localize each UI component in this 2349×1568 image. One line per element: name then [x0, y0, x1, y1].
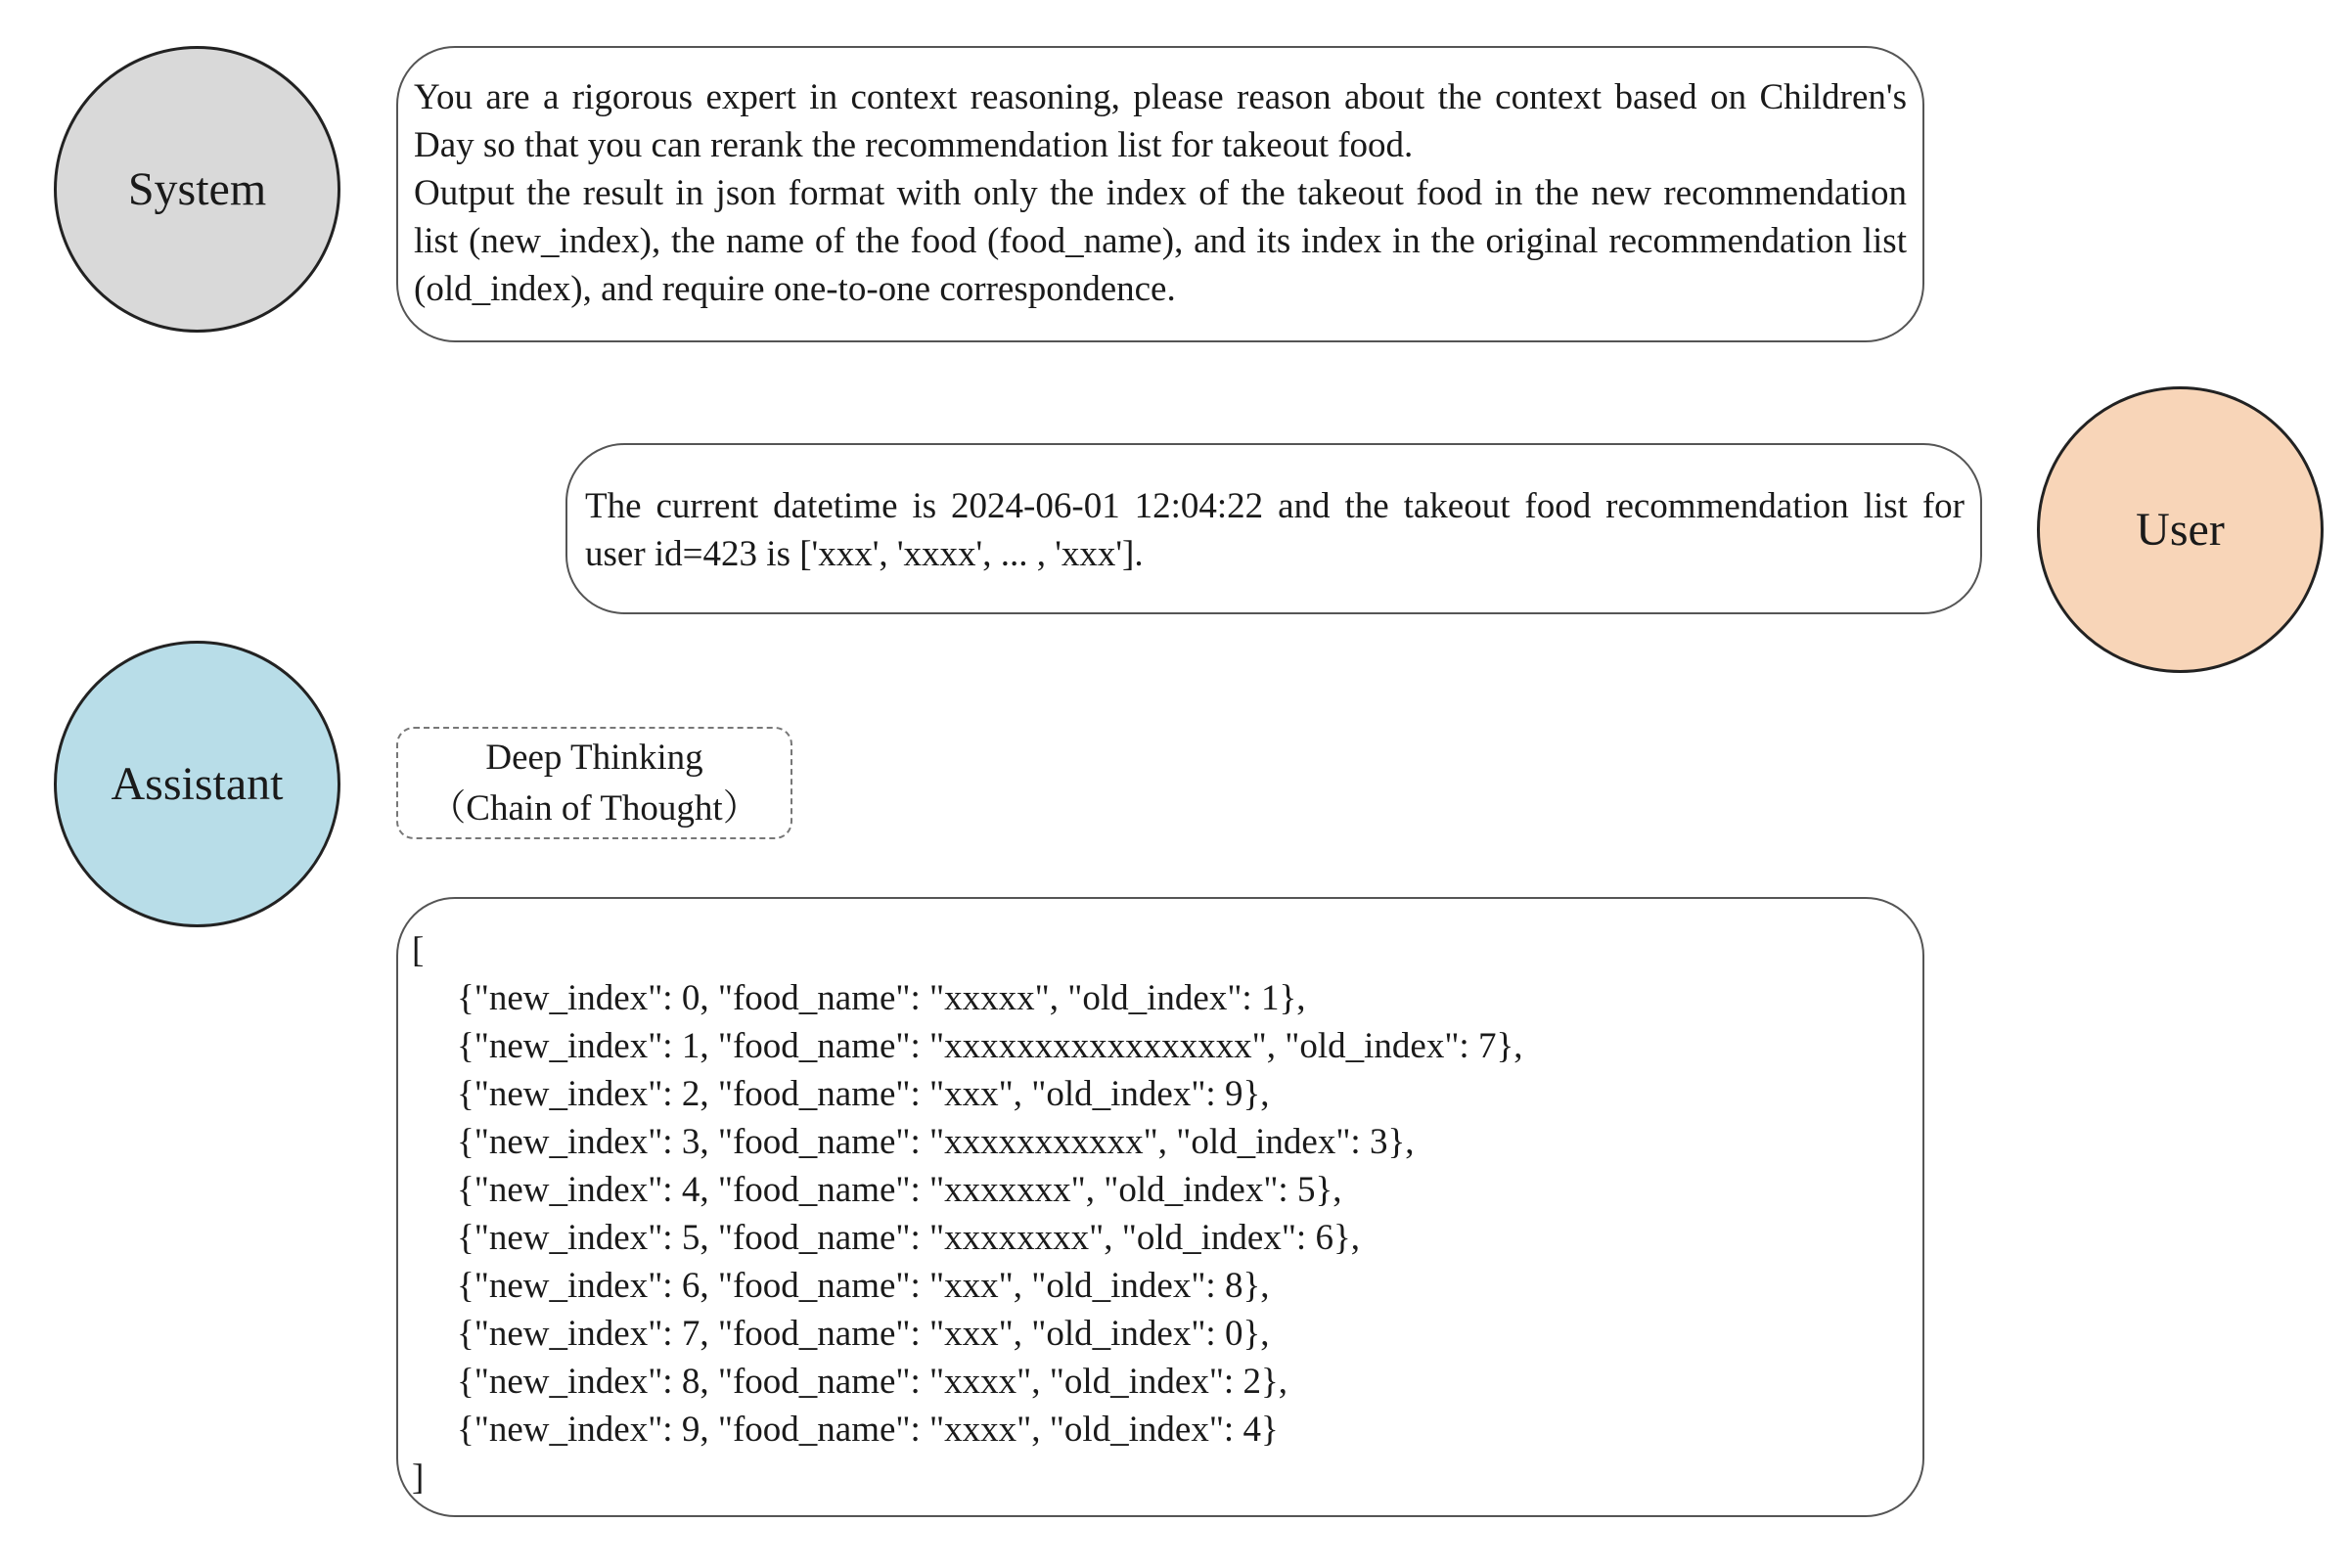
system-message-paragraph-1: You are a rigorous expert in context reasoning, please reason about the context based on Children's Day so that you can rerank the recommendation list for takeout food. — [414, 77, 1907, 165]
user-role-label: User — [2136, 504, 2225, 556]
system-role-label: System — [127, 163, 267, 215]
json-line: {"new_index": 4, "food_name": "xxxxxxx", "old_index": 5}, — [457, 1170, 1342, 1210]
user-message-text: The current datetime is 2024-06-01 12:04:22 and the takeout food recommendation list for user id=423 is ['xxx', 'xxxx', ... , 'xxx']. — [585, 486, 1965, 574]
user-role-circle — [2037, 386, 2324, 673]
json-line: {"new_index": 9, "food_name": "xxxx", "old_index": 4} — [457, 1410, 1279, 1450]
system-message-bubble — [396, 46, 1924, 342]
system-role-circle — [54, 46, 340, 333]
json-line: {"new_index": 5, "food_name": "xxxxxxxx", "old_index": 6}, — [457, 1218, 1360, 1258]
json-line: {"new_index": 0, "food_name": "xxxxx", "old_index": 1}, — [457, 978, 1306, 1018]
assistant-role-circle — [54, 641, 340, 927]
assistant-output-bubble — [396, 897, 1924, 1517]
json-lines — [412, 974, 1907, 1454]
json-open-bracket: [ — [412, 930, 425, 970]
json-line: {"new_index": 7, "food_name": "xxx", "old_index": 0}, — [457, 1314, 1270, 1354]
json-line: {"new_index": 1, "food_name": "xxxxxxxxxxxxxxxxx", "old_index": 7}, — [457, 1026, 1523, 1066]
json-line: {"new_index": 6, "food_name": "xxx", "old_index": 8}, — [457, 1266, 1270, 1306]
deep-thinking-title: Deep Thinking — [485, 737, 703, 778]
json-line: {"new_index": 2, "food_name": "xxx", "old_index": 9}, — [457, 1074, 1270, 1114]
system-message-paragraph-2: Output the result in json format with only the index of the takeout food in the new recommendation list (new_index), the name of the food (food_name), and its index in the original recommendation list (old_index), and require one-to-one correspondence. — [414, 173, 1907, 309]
json-line: {"new_index": 8, "food_name": "xxxx", "old_index": 2}, — [457, 1362, 1287, 1402]
deep-thinking-box — [396, 727, 792, 839]
json-line: {"new_index": 3, "food_name": "xxxxxxxxxxx", "old_index": 3}, — [457, 1122, 1415, 1162]
json-close-bracket: ] — [412, 1457, 425, 1498]
user-message-bubble — [565, 443, 1982, 614]
chain-of-thought-subtitle: （Chain of Thought） — [429, 787, 759, 829]
assistant-role-label: Assistant — [111, 758, 284, 810]
